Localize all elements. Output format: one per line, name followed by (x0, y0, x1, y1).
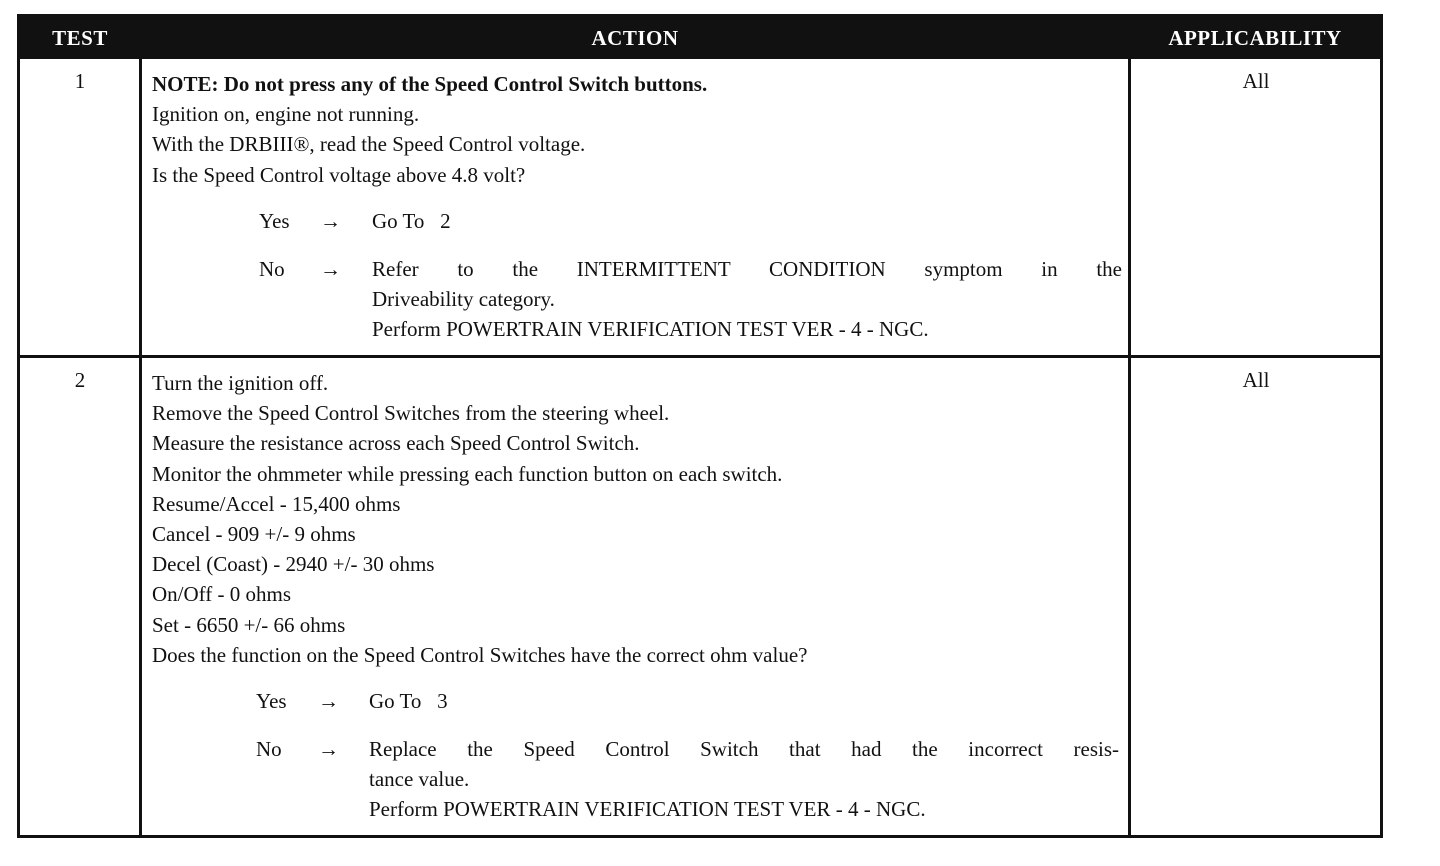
action-line: Does the function on the Speed Control Switches have the correct ohm value? (152, 642, 808, 667)
no-result-line: Perform POWERTRAIN VERIFICATION TEST VER - 4 - NGC. (372, 317, 929, 342)
no-result-line: Perform POWERTRAIN VERIFICATION TEST VER - 4 - NGC. (369, 797, 926, 822)
yes-result: Go To 2 (372, 208, 451, 233)
test-number: 1 (74, 69, 86, 93)
arrow-icon: → (318, 689, 339, 714)
table-row (20, 358, 1380, 835)
test-number: 2 (74, 368, 86, 392)
action-line: Ignition on, engine not running. (152, 102, 420, 127)
action-line: Is the Speed Control voltage above 4.8 volt? (152, 162, 526, 187)
arrow-icon: → (320, 208, 341, 233)
note-text: NOTE: Do not press any of the Speed Control Switch buttons. (152, 72, 708, 96)
action-line: Turn the ignition off. (152, 371, 329, 395)
action-line: With the DRBIII®, read the Speed Control voltage. (152, 132, 586, 157)
yes-answer (152, 686, 1120, 716)
action-line: On/Off - 0 ohms (152, 582, 292, 607)
no-result-line: Driveability category. (372, 287, 555, 312)
action-line: Resume/Accel - 15,400 ohms (152, 491, 401, 516)
no-result-line: Refer to the INTERMITTENT CONDITION symptom in the (372, 256, 1122, 281)
action-cell (152, 368, 1120, 825)
action-line: Cancel - 909 +/- 9 ohms (152, 522, 356, 547)
header-test: TEST (52, 26, 108, 50)
diagnostic-test-table (17, 14, 1383, 838)
action-line: Remove the Speed Control Switches from the steering wheel. (152, 401, 670, 426)
header-action: ACTION (591, 26, 679, 50)
header-applicability: APPLICABILITY (1168, 26, 1342, 50)
no-label: No (259, 256, 285, 281)
table-header (20, 17, 1380, 59)
action-cell (152, 69, 1120, 344)
no-result (369, 734, 1119, 825)
action-line: Decel (Coast) - 2940 +/- 30 ohms (152, 552, 435, 577)
no-result (372, 254, 1122, 345)
table-row (20, 59, 1380, 355)
applicability-value: All (1242, 368, 1270, 392)
action-line: Set - 6650 +/- 66 ohms (152, 612, 346, 637)
applicability-value: All (1242, 69, 1270, 93)
action-line: Measure the resistance across each Speed Control Switch. (152, 431, 640, 456)
no-answer (152, 254, 1120, 345)
action-line: Monitor the ohmmeter while pressing each function button on each switch. (152, 461, 783, 486)
yes-answer (152, 206, 1120, 236)
no-result-line: tance value. (369, 767, 470, 792)
no-label: No (256, 737, 282, 762)
no-result-line: Replace the Speed Control Switch that had the incorrect resis- (369, 737, 1119, 762)
yes-label: Yes (256, 689, 287, 714)
arrow-icon: → (320, 256, 341, 281)
no-answer (152, 734, 1120, 825)
yes-label: Yes (259, 208, 290, 233)
arrow-icon: → (318, 737, 339, 762)
yes-result: Go To 3 (369, 689, 448, 714)
